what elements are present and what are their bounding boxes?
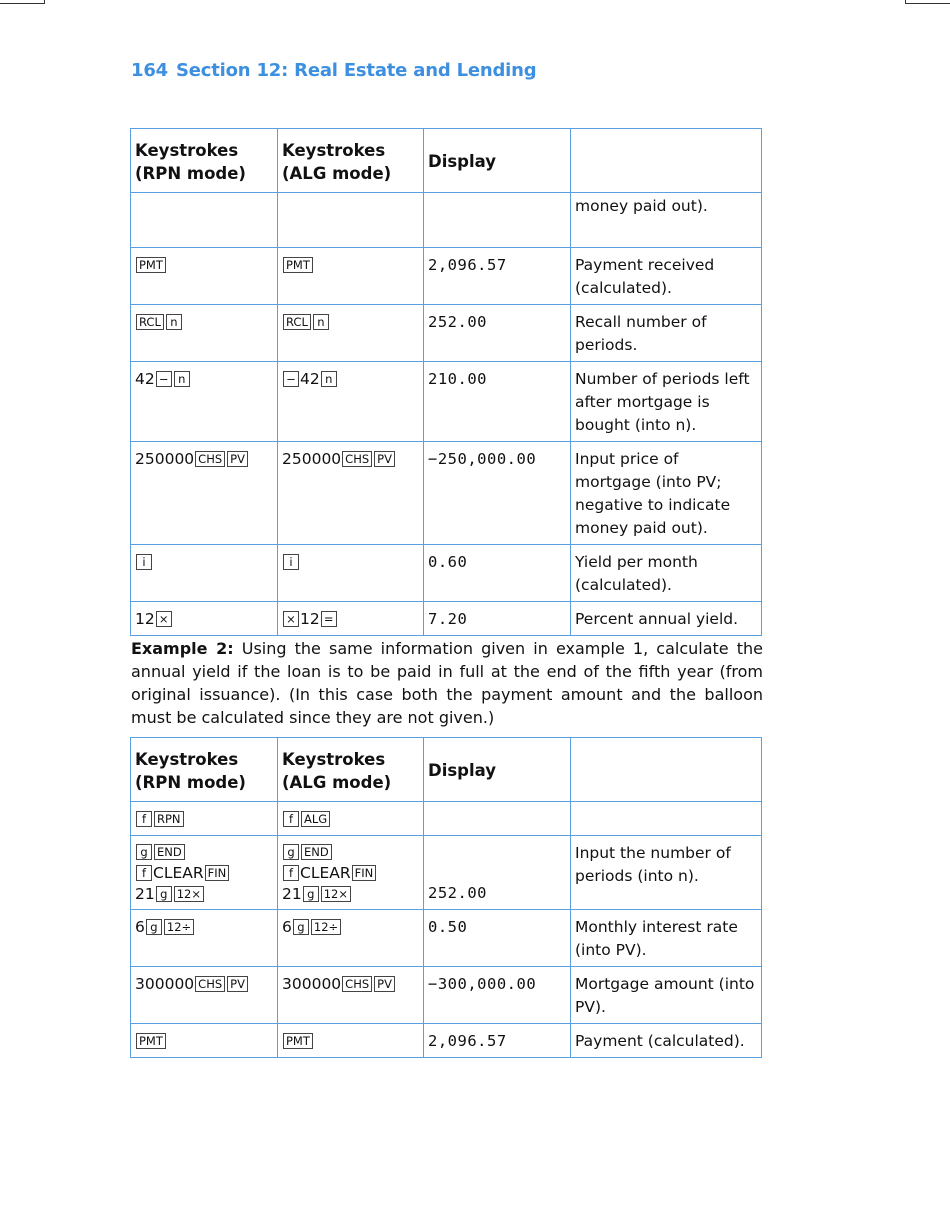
alg-cell [278, 910, 424, 967]
table-row [131, 248, 762, 305]
display-cell: 252.00 [424, 836, 571, 910]
table-row [131, 305, 762, 362]
crop-mark-right [905, 0, 950, 4]
n-key: n [174, 371, 190, 387]
page-number: 164 [131, 60, 168, 81]
multiply-key: × [156, 611, 172, 627]
display-cell: 2,096.57 [424, 248, 571, 305]
table-header-row [131, 129, 762, 193]
g-key: g [293, 919, 309, 935]
table-row [131, 602, 762, 636]
display-cell: 0.60 [424, 545, 571, 602]
n-key: n [313, 314, 329, 330]
alg-cell [278, 362, 424, 442]
g-key: g [303, 886, 319, 902]
table-row [131, 362, 762, 442]
pv-key: PV [227, 451, 248, 467]
example-2-text: Using the same information given in example 1, calculate the annual yield if the loan is to be paid in full at the end of the fifth year (from original issuance). (In this case both the payment amount and the balloon must be calculated since they are not given.) [131, 639, 764, 727]
keystroke-number: 12 [300, 610, 320, 628]
pv-key: PV [374, 451, 395, 467]
end-key: END [154, 844, 185, 860]
minus-key: − [283, 371, 299, 387]
header-alg: Keystrokes (ALG mode) [278, 738, 424, 802]
alg-cell [278, 545, 424, 602]
description-cell [571, 802, 762, 836]
rpn-cell [131, 836, 278, 910]
table-header-row [131, 738, 762, 802]
12x-key: 12× [174, 886, 204, 902]
g-key: g [146, 919, 162, 935]
keystroke-number: 250000 [135, 450, 195, 468]
rpn-cell [131, 305, 278, 362]
rpn-cell [131, 193, 278, 248]
pmt-key: PMT [283, 1033, 313, 1049]
pv-key: PV [227, 976, 248, 992]
header-display: Display [424, 738, 571, 802]
header-rpn: Keystrokes (RPN mode) [131, 738, 278, 802]
keystroke-number: 300000 [282, 975, 342, 993]
description-cell: Yield per month (calculated). [571, 545, 762, 602]
rcl-key: RCL [136, 314, 164, 330]
pmt-key: PMT [136, 257, 166, 273]
table-row [131, 836, 762, 910]
f-key: f [136, 811, 152, 827]
description-cell: Payment (calculated). [571, 1024, 762, 1058]
alg-cell [278, 967, 424, 1024]
keystroke-table-1 [130, 128, 762, 636]
alg-cell [278, 802, 424, 836]
description-cell: Monthly interest rate (into PV). [571, 910, 762, 967]
clear-text: CLEAR [153, 864, 204, 882]
chs-key: CHS [195, 451, 225, 467]
description-cell: Mortgage amount (into PV). [571, 967, 762, 1024]
clear-text: CLEAR [300, 864, 351, 882]
chs-key: CHS [342, 976, 372, 992]
table-row [131, 967, 762, 1024]
description-cell: Input price of mortgage (into PV; negative to indicate money paid out). [571, 442, 762, 545]
header-description [571, 129, 762, 193]
alg-cell [278, 836, 424, 910]
rpn-cell [131, 602, 278, 636]
keystroke-number: 6 [282, 918, 292, 936]
n-key: n [321, 371, 337, 387]
g-key: g [136, 844, 152, 860]
alg-key: ALG [301, 811, 330, 827]
display-cell: −250,000.00 [424, 442, 571, 545]
pmt-key: PMT [136, 1033, 166, 1049]
description-cell: money paid out). [571, 193, 762, 248]
rpn-cell [131, 248, 278, 305]
keystroke-number: 21 [282, 885, 302, 903]
display-cell: 0.50 [424, 910, 571, 967]
header-display: Display [424, 129, 571, 193]
table-row [131, 1024, 762, 1058]
rpn-cell [131, 910, 278, 967]
rpn-cell [131, 1024, 278, 1058]
description-cell: Percent annual yield. [571, 602, 762, 636]
rpn-key: RPN [154, 811, 184, 827]
pmt-key: PMT [283, 257, 313, 273]
i-key: i [136, 554, 152, 570]
g-key: g [156, 886, 172, 902]
alg-cell [278, 1024, 424, 1058]
rcl-key: RCL [283, 314, 311, 330]
header-description [571, 738, 762, 802]
chs-key: CHS [195, 976, 225, 992]
n-key: n [166, 314, 182, 330]
f-key: f [136, 865, 152, 881]
display-cell: 210.00 [424, 362, 571, 442]
rpn-cell [131, 362, 278, 442]
12x-key: 12× [321, 886, 351, 902]
f-key: f [283, 811, 299, 827]
12div-key: 12÷ [164, 919, 194, 935]
display-cell: −300,000.00 [424, 967, 571, 1024]
alg-cell [278, 602, 424, 636]
i-key: i [283, 554, 299, 570]
section-title: Section 12: Real Estate and Lending [175, 60, 537, 81]
table-row [131, 193, 762, 248]
table-row [131, 442, 762, 545]
display-cell: 252.00 [424, 305, 571, 362]
keystroke-number: 42 [135, 370, 155, 388]
alg-cell [278, 442, 424, 545]
rpn-cell [131, 802, 278, 836]
keystroke-number: 12 [135, 610, 155, 628]
description-cell: Recall number of periods. [571, 305, 762, 362]
table-row [131, 802, 762, 836]
multiply-key: × [283, 611, 299, 627]
display-cell [424, 802, 571, 836]
12div-key: 12÷ [311, 919, 341, 935]
end-key: END [301, 844, 332, 860]
header-alg: Keystrokes (ALG mode) [278, 129, 424, 193]
keystroke-number: 300000 [135, 975, 195, 993]
keystroke-number: 6 [135, 918, 145, 936]
keystroke-number: 250000 [282, 450, 342, 468]
g-key: g [283, 844, 299, 860]
example-2-label: Example 2: [131, 639, 234, 658]
alg-cell [278, 305, 424, 362]
keystroke-number: 21 [135, 885, 155, 903]
display-cell: 2,096.57 [424, 1024, 571, 1058]
chs-key: CHS [342, 451, 372, 467]
rpn-cell [131, 442, 278, 545]
crop-mark-left [0, 0, 45, 4]
display-cell: 7.20 [424, 602, 571, 636]
table-row [131, 545, 762, 602]
equals-key: = [321, 611, 337, 627]
fin-key: FIN [352, 865, 377, 881]
keystroke-table-2 [130, 737, 762, 1058]
f-key: f [283, 865, 299, 881]
pv-key: PV [374, 976, 395, 992]
display-cell [424, 193, 571, 248]
alg-cell [278, 193, 424, 248]
rpn-cell [131, 967, 278, 1024]
keystroke-number: 42 [300, 370, 320, 388]
header-rpn: Keystrokes (RPN mode) [131, 129, 278, 193]
rpn-cell [131, 545, 278, 602]
minus-key: − [156, 371, 172, 387]
alg-cell [278, 248, 424, 305]
example-2-paragraph [131, 637, 763, 729]
description-cell: Number of periods left after mortgage is bought (into n). [571, 362, 762, 442]
table-row [131, 910, 762, 967]
description-cell: Payment received (calculated). [571, 248, 762, 305]
description-cell: Input the number of periods (into n). [571, 836, 762, 910]
fin-key: FIN [205, 865, 230, 881]
page-header [131, 60, 536, 81]
